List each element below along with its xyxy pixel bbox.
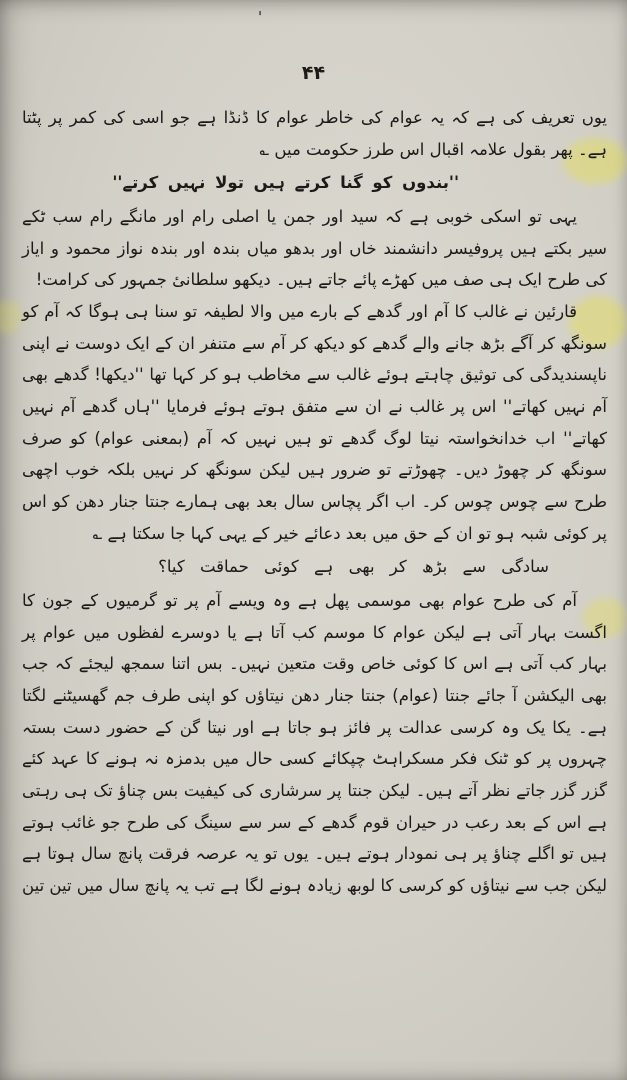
highlighter-smudge (0, 300, 22, 334)
paragraph: قارئین نے غالب کا آم اور گدھے کے بارے میں والا لطیفہ تو سنا ہی ہوگا کہ آم کو سونگھ کر آگے بڑھ جانے والے گدھے کو دیکھ کر آم سے متنفر ان کے ایک دوست نے اپنی ناپسندیدگی کی توثیق چاہتے ہوئے غالب سے مخاطب ہو کر کہا تھا ''دیکھا! گدھے بھی آم نہیں کھاتے'' اس پر غالب نے ان سے متفق ہوتے ہوئے فرمایا ''ہاں گدھے آم نہیں کھاتے'' اب خدانخواستہ نیتا لوگ گدھے تو ہیں نہیں کہ آم (بمعنی عوام) کو صرف سونگھ کر چھوڑ دیں۔ چھوڑتے تو ضرور ہیں لیکن سونگھ کر نہیں بلکہ خوب اچھی طرح سے چوس چوس کر۔ اب اگر پچاس سال بعد بھی ہمارے جنتا جنار دھن کو اس پر کوئی شبہ ہو تو ان کے حق میں بعد دعائے خیر کے یہی کہا جا سکتا ہے ؎ (22, 302, 607, 543)
paragraph: آم کی طرح عوام بھی موسمی پھل ہے وہ ویسے آم پر تو گرمیوں کے جون کا اگست بہار آتی ہے لیکن عوام کا موسم کب آتا ہے یا دوسرے لفظوں میں عوام پر بہار کب آتی ہے اس کا کوئی خاص وقت متعین نہیں۔ بس اتنا سمجھ لیجئے کہ جب بھی الیکشن آ جائے جنتا (عوام) جنتا جنار دھن نیتاؤں کو اپنی طرف جم گھسیٹنے لگتا ہے۔ یکا یک وہ کرسی عدالت پر فائز ہو جاتا ہے اور نیتا گن کے حضور دست بستہ چہروں پر کو ٹنک فکر مسکراہٹ چپکائے کسی حال میں بدمزہ نہ ہونے کا عہد کئے گزر گزر جاتے نظر آتے ہیں۔ لیکن جنتا پر سرشاری کی کیفیت بس چناؤ تک ہی رہتی ہے اس کے بعد رعب در حیران قوم گدھے کے سر سے سینگ کی طرح جو غائب ہوتے ہیں تو اگلے چناؤ پر ہی نمودار ہوتے ہیں۔ یوں تو یہ عرصہ فرقت پانچ سال ہوتا ہے لیکن جب سے نیتاؤں کو کرسی کا لوبھ زیادہ ہونے لگا ہے تب یہ پانچ سال میں تین تین (22, 591, 607, 896)
verse-line: سادگی سے بڑھ کر بھی ہے کوئی حماقت کیا؟ (158, 557, 549, 577)
page-number: ۴۴ (301, 62, 326, 84)
paragraph: یوں تعریف کی ہے کہ یہ عوام کی خاطر عوام کا ڈنڈا ہے جو اسی کی کمر پر پٹتا ہے۔ پھر بقول علامہ اقبال اس طرز حکومت میں ؎ (22, 108, 607, 159)
body-text (22, 102, 607, 902)
top-tick-mark: ' (258, 8, 263, 26)
iqbal-couplet: ''بندوں کو گنا کرتے ہیں تولا نہیں کرتے'' (112, 173, 459, 193)
paragraph: یہی تو اسکی خوبی ہے کہ سید اور جمن یا اصلی رام اور مانگے رام سب ٹکے سیر بکتے ہیں پروفیسر دانشمند خاں اور بدھو میاں بندہ اور بندہ نواز محمود و ایاز کی طرح ایک ہی صف میں کھڑے پائے جاتے ہیں۔ دیکھو سلطانیٔ جمہور کی کرامت! (22, 207, 607, 290)
